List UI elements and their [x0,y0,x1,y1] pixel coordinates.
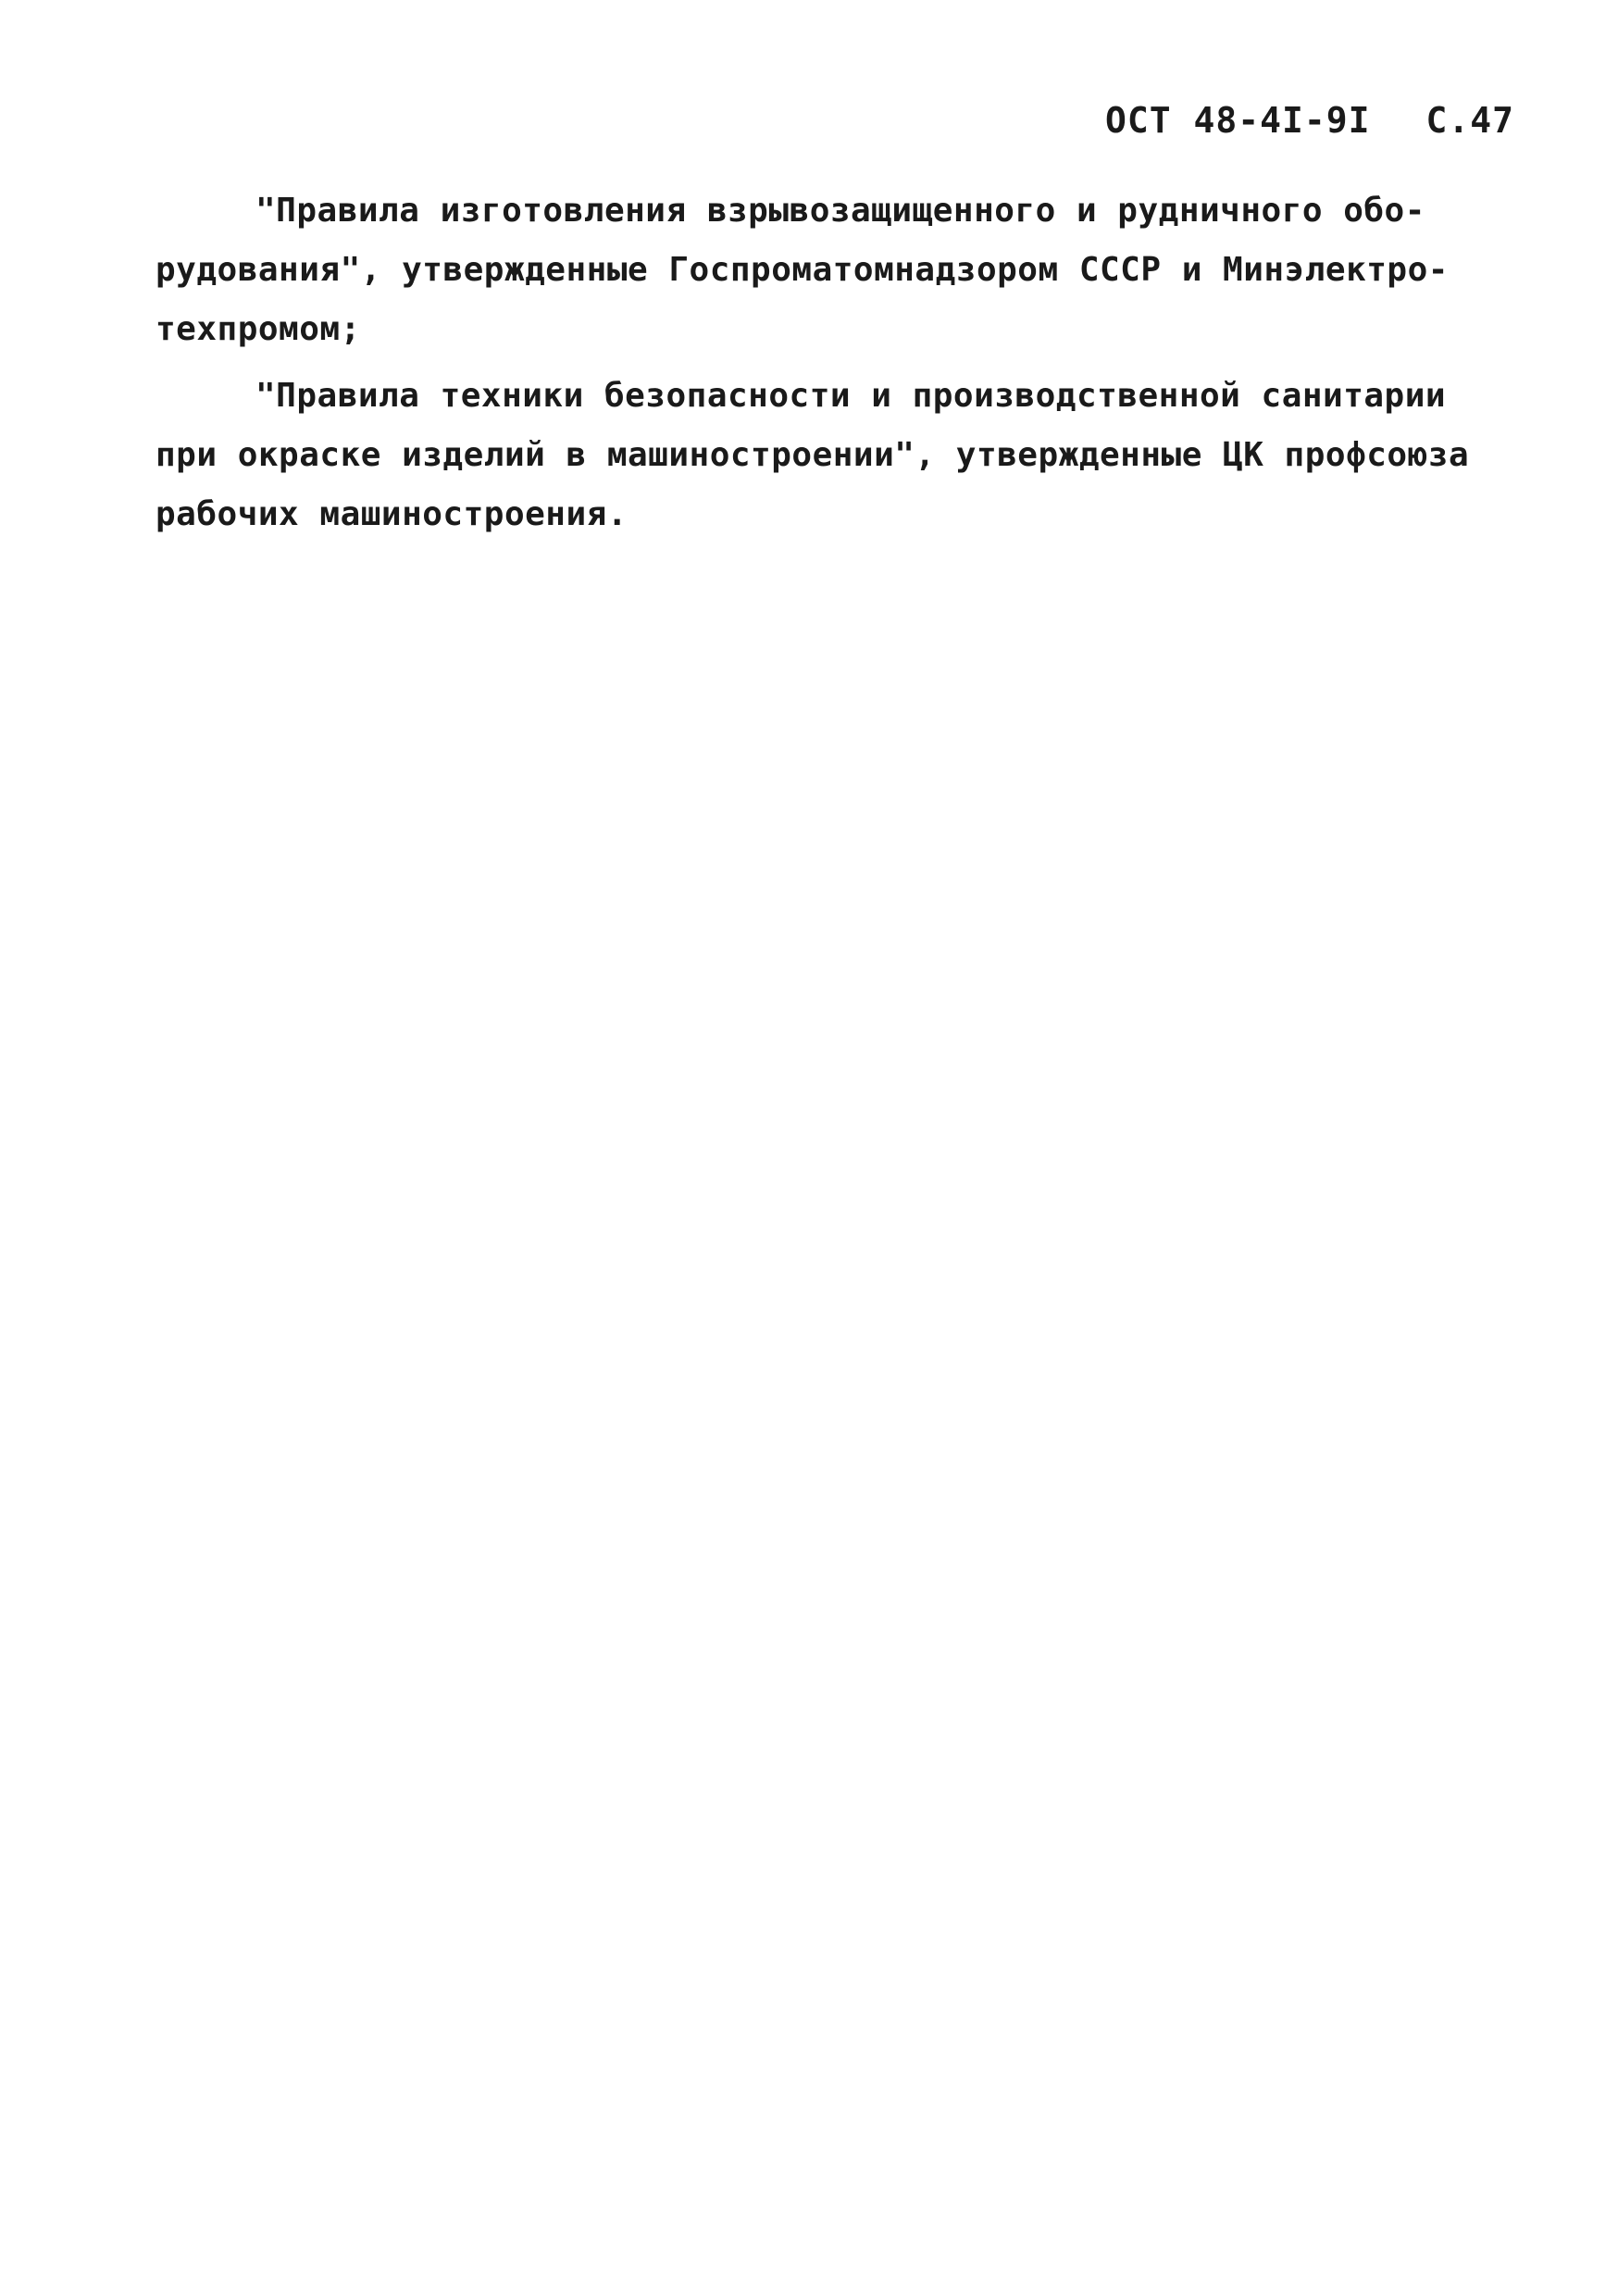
page-header [1105,100,1514,141]
document-body [156,181,1516,544]
document-code: ОСТ 48-4I-9I [1104,100,1371,141]
page-number: С.47 [1425,100,1514,141]
text-line: "Правила изготовления взрывозащищенного и рудничного обо- [255,192,1425,230]
text-line: "Правила техники безопасности и производственной санитарии [255,377,1447,415]
text-line: при окраске изделий в машиностроении", утвержденные ЦК профсоюза [156,436,1470,474]
paragraph [156,367,1516,544]
paragraph [156,181,1516,359]
text-line: рудования", утвержденные Госпроматомнадзором СССР и Минэлектро- [156,251,1449,289]
text-line: рабочих машиностроения. [156,495,628,533]
text-line: техпромом; [156,310,361,348]
